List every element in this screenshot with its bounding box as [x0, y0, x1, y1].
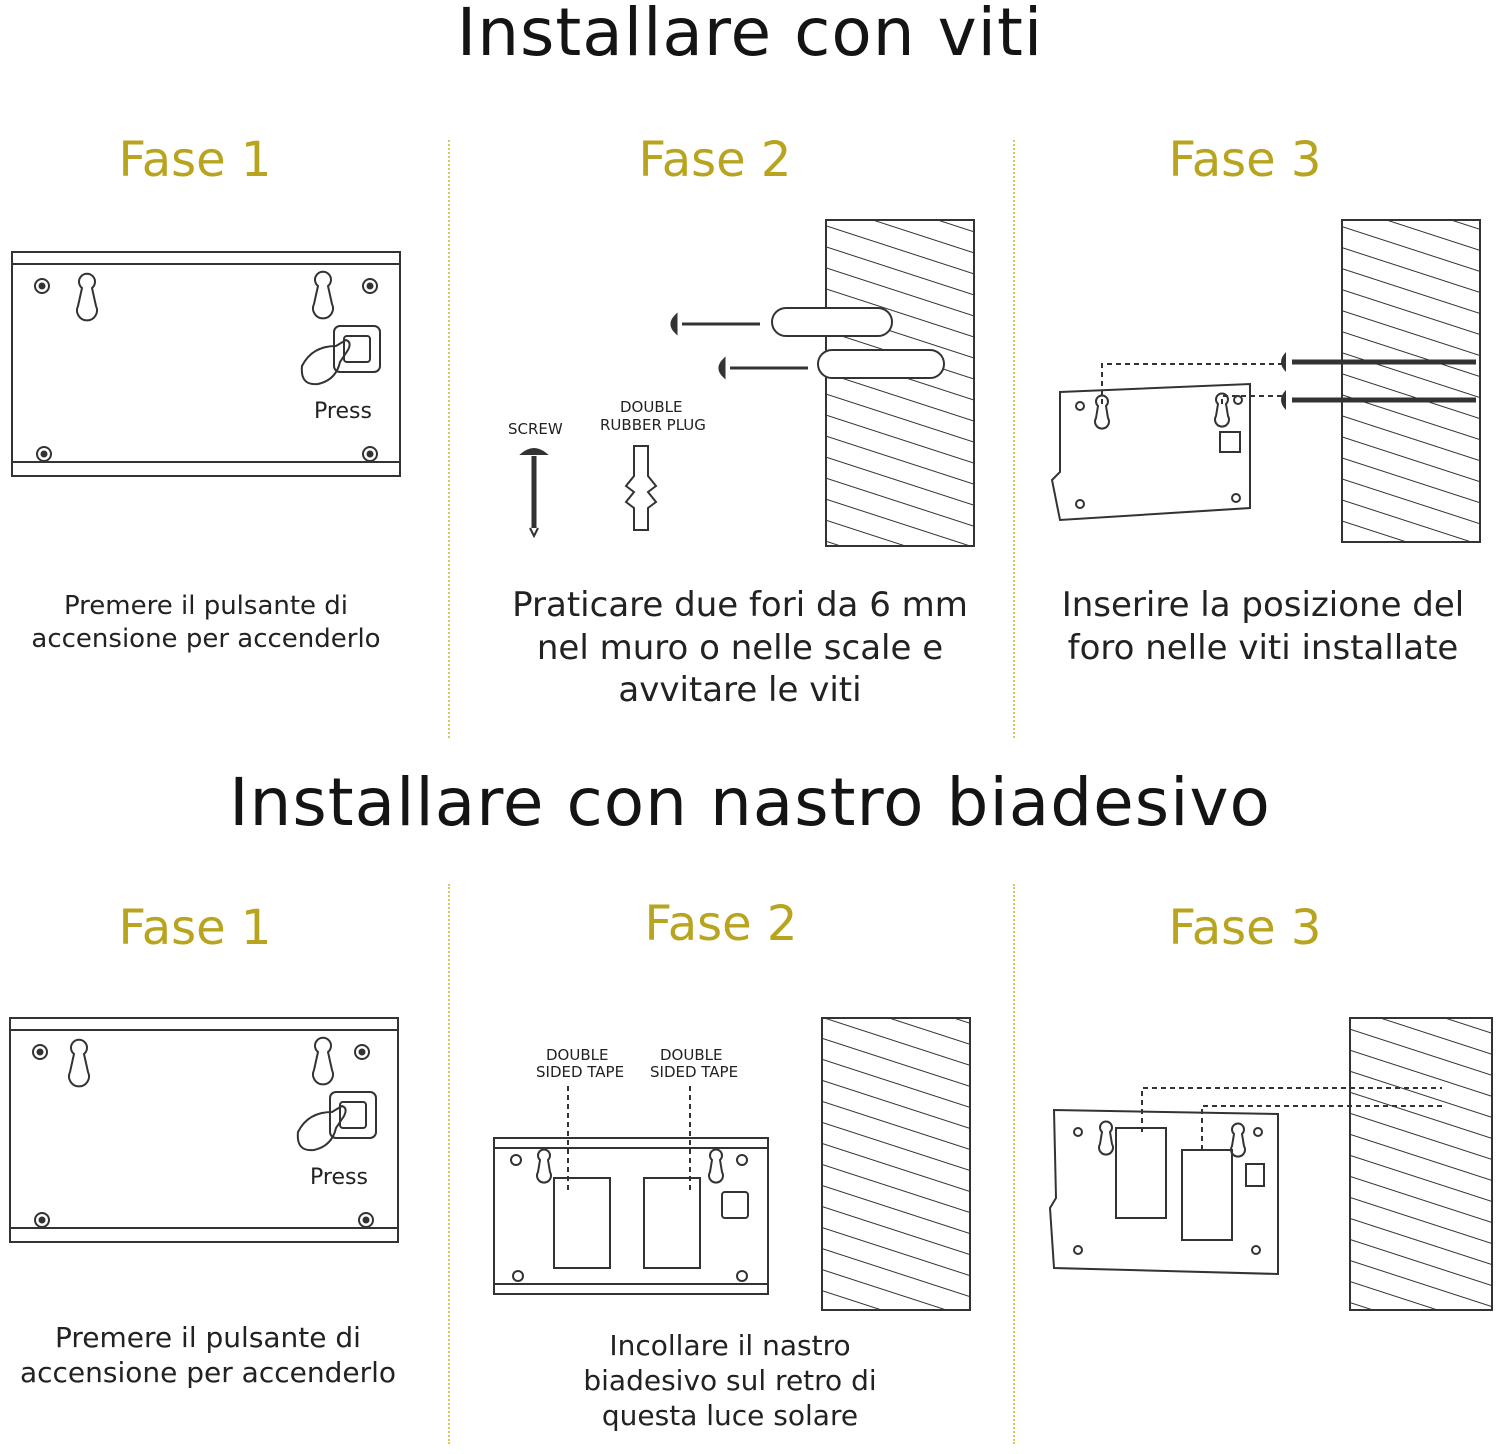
phase-heading: Fase 1: [118, 900, 272, 956]
phase-heading: Fase 2: [638, 132, 792, 188]
step-caption: Premere il pulsante di accensione per accenderlo: [19, 1321, 397, 1389]
press-label: Press: [310, 1165, 368, 1190]
mount-on-screws-illustration: [1046, 214, 1496, 554]
mount-with-tape-illustration: [1046, 1014, 1496, 1314]
step-caption: Praticare due fori da 6 mm nel muro o nelle scale e avvitare le viti: [512, 585, 968, 710]
column-divider: [448, 140, 450, 738]
screw-and-plug-legend: [500, 396, 730, 546]
screw-section-title: Installare con viti: [456, 0, 1044, 71]
step-caption: Premere il pulsante di accensione per accenderlo: [31, 591, 381, 654]
step-caption: Inserire la posizione del foro nelle viti installate: [1061, 585, 1465, 668]
phase-heading: Fase 1: [118, 132, 272, 188]
tape-section-title: Installare con nastro biadesivo: [229, 764, 1271, 841]
plug-label-line1: DOUBLE: [620, 398, 683, 416]
tape-label-right-line2: SIDED TAPE: [650, 1063, 739, 1081]
column-divider: [448, 884, 450, 1444]
tape-label-left-line1: DOUBLE: [546, 1046, 609, 1064]
column-divider: [1013, 140, 1015, 738]
column-divider: [1013, 884, 1015, 1444]
step-caption: Incollare il nastro biadesivo sul retro di questa luce solare: [583, 1329, 877, 1432]
double-sided-tape-illustration: [490, 1014, 980, 1314]
phase-heading: Fase 3: [1168, 900, 1322, 956]
screw-label: SCREW: [508, 420, 563, 438]
plug-label-line2: RUBBER PLUG: [600, 416, 706, 434]
tape-label-left-line2: SIDED TAPE: [536, 1063, 625, 1081]
phase-heading: Fase 2: [644, 896, 798, 952]
device-back-illustration: [6, 248, 406, 488]
device-back-illustration: [4, 1014, 404, 1254]
phase-heading: Fase 3: [1168, 132, 1322, 188]
press-label: Press: [314, 399, 372, 424]
tape-label-right-line1: DOUBLE: [660, 1046, 723, 1064]
